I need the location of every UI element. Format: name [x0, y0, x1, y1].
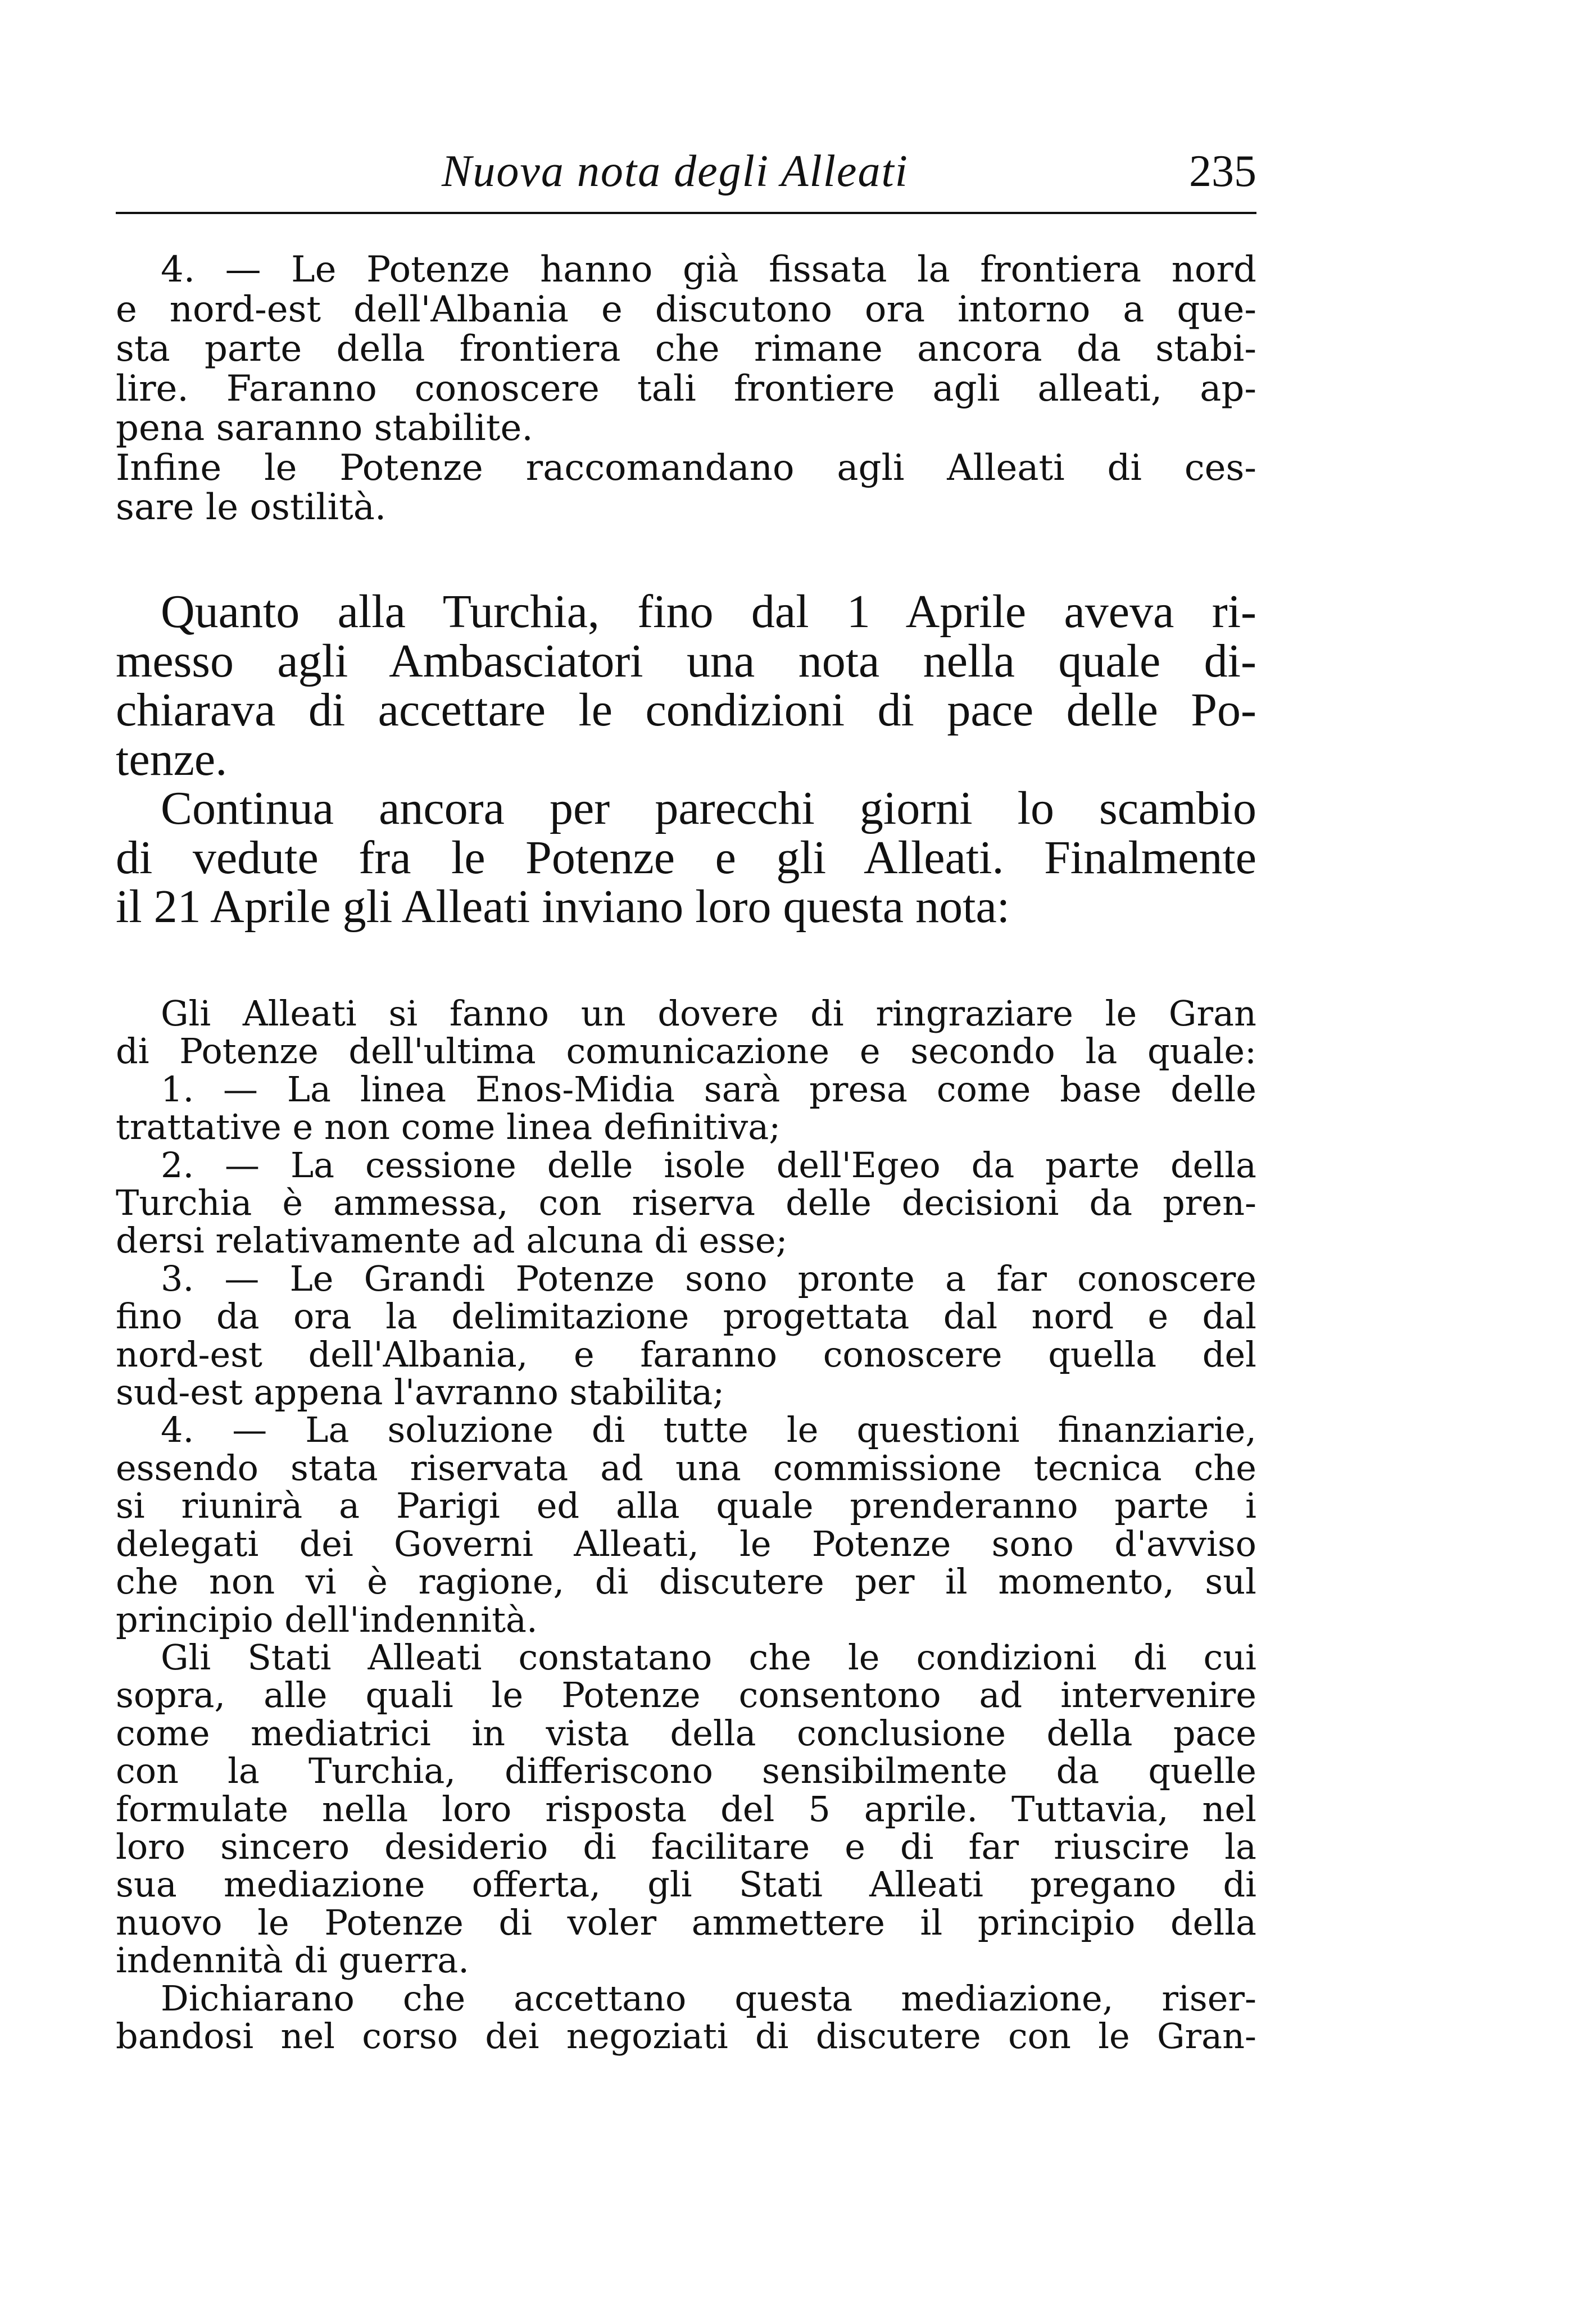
- text-line: essendo stata riservata ad una commissione tecnica che: [116, 1447, 1256, 1488]
- text-line: loro sincero desiderio di facilitare e di far riuscire la: [116, 1826, 1256, 1867]
- text-line: il 21 Aprile gli Alleati inviano loro questa nota:: [116, 880, 1010, 933]
- text-line: principio dell'indennità.: [116, 1599, 538, 1640]
- text-line: fino da ora la delimitazione progettata dal nord e dal: [116, 1296, 1256, 1337]
- text-line: Quanto alla Turchia, fino dal 1 Aprile aveva ri-: [161, 585, 1256, 638]
- text-line: messo agli Ambasciatori una nota nella quale di-: [116, 634, 1256, 687]
- text-line: Turchia è ammessa, con riserva delle decisioni da pren-: [116, 1182, 1256, 1224]
- text-line: sta parte della frontiera che rimane ancora da stabi-: [116, 328, 1256, 370]
- text-line: 1. — La linea Enos-Midia sarà presa come base delle: [161, 1068, 1256, 1110]
- text-line: Gli Alleati si fanno un dovere di ringraziare le Gran: [161, 993, 1256, 1034]
- text-line: sua mediazione offerta, gli Stati Alleati pregano di: [116, 1864, 1256, 1905]
- text-line: nord-est dell'Albania, e faranno conoscere quella del: [116, 1333, 1256, 1375]
- quoted-note: [116, 995, 1256, 2055]
- text-line: si riunirà a Parigi ed alla quale prenderanno parte i: [116, 1485, 1256, 1527]
- text-line: trattative e non come linea definitiva;: [116, 1106, 781, 1148]
- text-line: bandosi nel corso dei negoziati di discutere con le Gran-: [116, 2015, 1256, 2057]
- running-title: Nuova nota degli Alleati: [442, 147, 909, 196]
- text-line: come mediatrici in vista della conclusione della pace: [116, 1712, 1256, 1754]
- text-line: indennità di guerra.: [116, 1940, 469, 1981]
- text-line: 4. — Le Potenze hanno già fissata la frontiera nord: [161, 249, 1256, 290]
- text-line: Dichiarano che accettano questa mediazione, riser-: [161, 1977, 1256, 2019]
- text-line: Continua ancora per parecchi giorni lo scambio: [161, 782, 1256, 834]
- text-line: con la Turchia, differiscono sensibilmente da quelle: [116, 1750, 1256, 1792]
- text-line: formulate nella loro risposta del 5 aprile. Tuttavia, nel: [116, 1788, 1256, 1830]
- paragraph-point-4: [116, 250, 1256, 528]
- text-line: tenze.: [116, 733, 228, 786]
- text-line: sud-est appena l'avranno stabilita;: [116, 1372, 725, 1413]
- text-line: lire. Faranno conoscere tali frontiere agli alleati, ap-: [116, 367, 1256, 410]
- text-line: sare le ostilità.: [116, 487, 387, 528]
- text-line: pena saranno stabilite.: [116, 407, 533, 449]
- text-line: 2. — La cessione delle isole dell'Egeo da parte della: [161, 1144, 1256, 1186]
- text-line: e nord-est dell'Albania e discutono ora intorno a que-: [116, 288, 1256, 330]
- text-line: delegati dei Governi Alleati, le Potenze sono d'avviso: [116, 1523, 1256, 1564]
- header-rule: [116, 212, 1256, 214]
- page-header: [116, 143, 1256, 205]
- text-line: Infine le Potenze raccomandano agli Alleati di ces-: [116, 447, 1256, 489]
- text-line: che non vi è ragione, di discutere per il momento, sul: [116, 1561, 1256, 1603]
- text-line: dersi relativamente ad alcuna di esse;: [116, 1220, 788, 1261]
- text-line: di Potenze dell'ultima comunicazione e secondo la quale:: [116, 1031, 1256, 1072]
- text-line: 4. — La soluzione di tutte le questioni finanziarie,: [161, 1409, 1256, 1451]
- page-number: 235: [1189, 147, 1256, 196]
- text-line: sopra, alle quali le Potenze consentono ad intervenire: [116, 1674, 1256, 1716]
- text-line: Gli Stati Alleati constatano che le condizioni di cui: [161, 1636, 1256, 1678]
- text-line: chiarava di accettare le condizioni di pace delle Po-: [116, 684, 1256, 736]
- narrative-paragraph: [116, 587, 1256, 932]
- text-line: nuovo le Potenze di voler ammettere il principio della: [116, 1901, 1256, 1943]
- text-line: di vedute fra le Potenze e gli Alleati. Finalmente: [116, 831, 1256, 884]
- text-line: 3. — Le Grandi Potenze sono pronte a far conoscere: [161, 1258, 1256, 1299]
